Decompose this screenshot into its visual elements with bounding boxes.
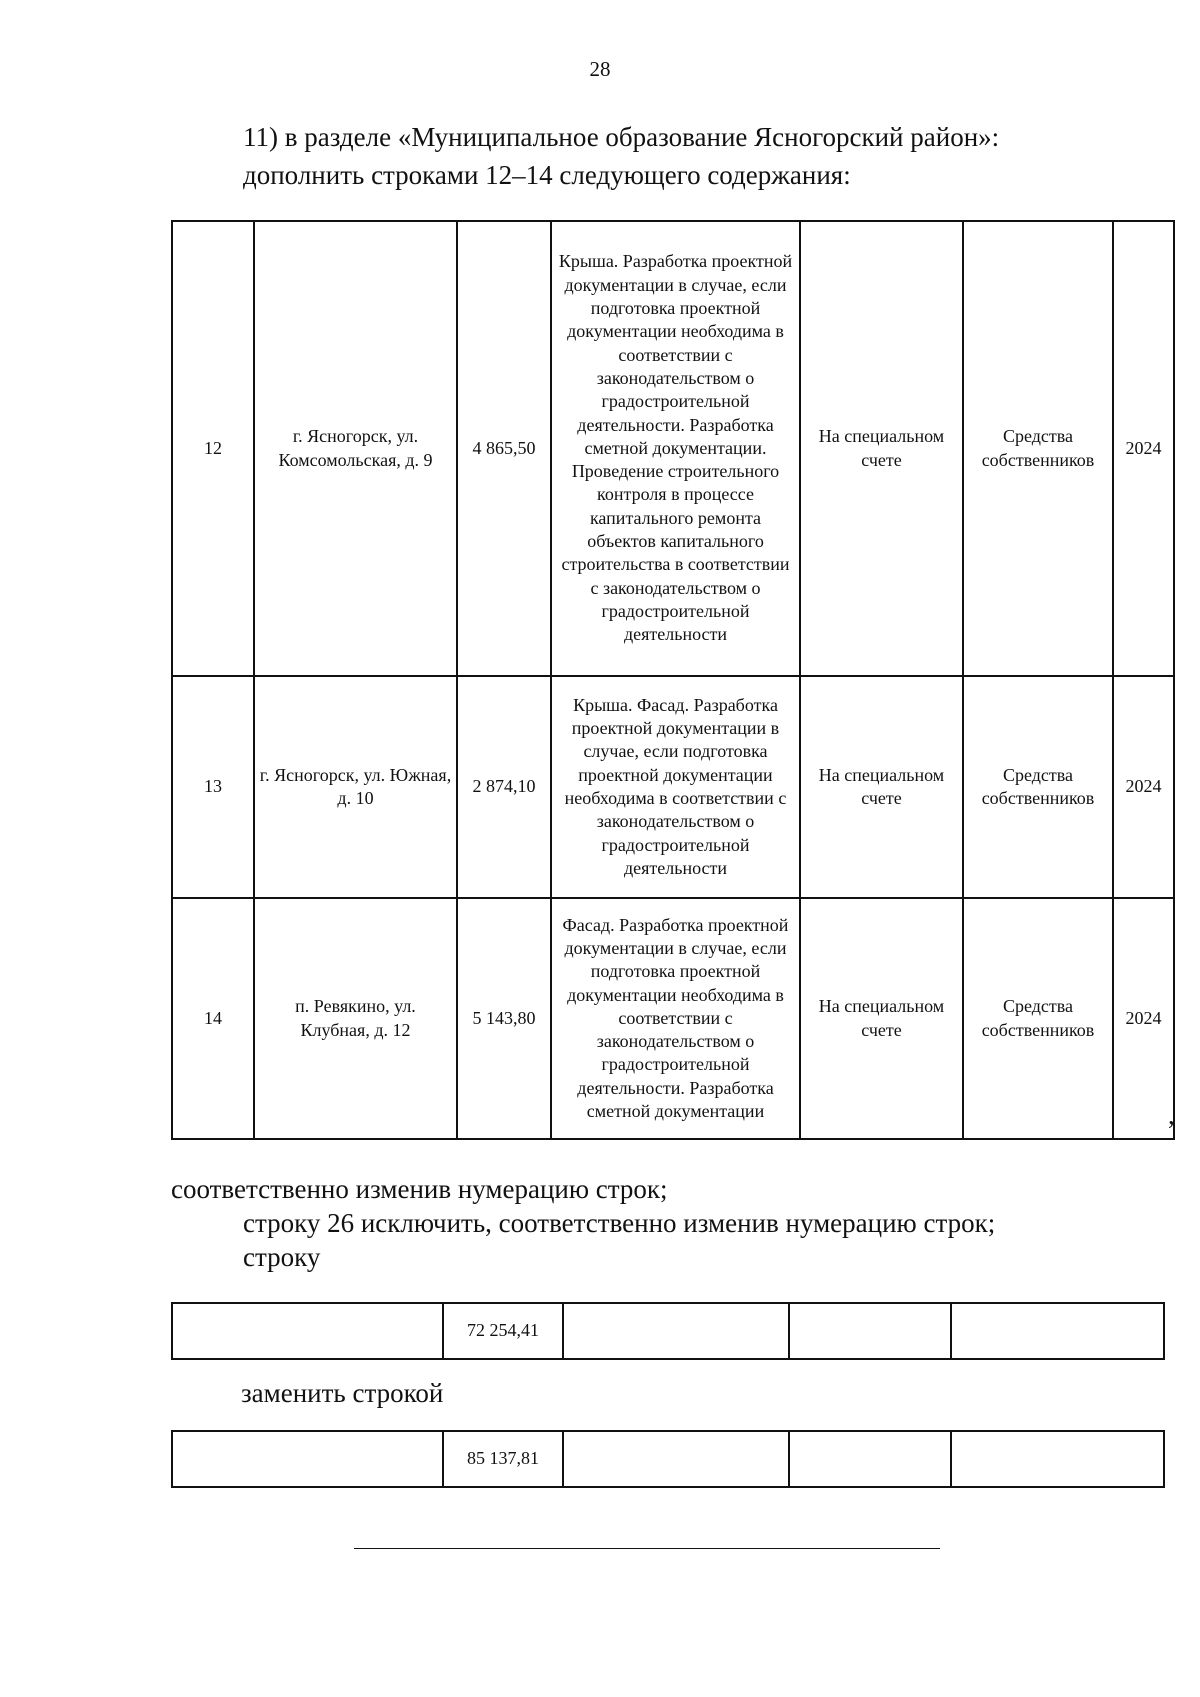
address-cell: г. Ясногорск, ул. Комсомольская, д. 9 [254,221,457,676]
replace-text: заменить строкой [241,1378,444,1408]
year-cell: 2024 [1113,898,1174,1139]
empty-cell [172,1303,443,1359]
row-number: 14 [172,898,254,1139]
table-row [172,1303,1164,1359]
table-row [172,898,1174,1139]
table-trailing-comma: , [1168,1100,1175,1130]
old-total-row-table [171,1302,1165,1360]
amount-cell: 2 874,10 [457,676,551,898]
empty-cell [563,1303,789,1359]
row-number: 13 [172,676,254,898]
table-row [172,676,1174,898]
empty-cell [789,1431,951,1487]
additions-table [171,220,1175,1140]
table-row [172,221,1174,676]
address-cell: г. Ясногорск, ул. Южная, д. 10 [254,676,457,898]
empty-cell [789,1303,951,1359]
account-cell: На специальном счете [800,676,963,898]
empty-cell [951,1303,1164,1359]
work-description-cell: Фасад. Разработка проектной документации в случае, если подготовка проектной документации необходима в соответствии с законодательством о градостроительной деятельности. Разработка сметной документации [551,898,800,1139]
intro-paragraph [243,118,999,194]
work-description-cell: Крыша. Фасад. Разработка проектной документации в случае, если подготовка проектной документации необходима в соответствии с законодательством о градостроительной деятельности [551,676,800,898]
end-separator-line [354,1548,940,1549]
intro-line-2: дополнить строками 12–14 следующего содержания: [243,160,851,190]
funding-source-cell: Средства собственников [963,221,1113,676]
new-total-row-table [171,1430,1165,1488]
amount-cell: 4 865,50 [457,221,551,676]
account-cell: На специальном счете [800,898,963,1139]
address-cell: п. Ревякино, ул. Клубная, д. 12 [254,898,457,1139]
work-description-cell: Крыша. Разработка проектной документации в случае, если подготовка проектной документации необходима в соответствии с законодательством о градостроительной деятельности. Разработка сметной документации. Проведение строительного контроля в процессе капитального ремонта объектов капитального строительства в соответствии с законодательством о градостроительной деятельности [551,221,800,676]
total-amount-cell: 85 137,81 [443,1431,563,1487]
year-cell: 2024 [1113,221,1174,676]
account-cell: На специальном счете [800,221,963,676]
renumber-text: соответственно изменив нумерацию строк; [171,1174,668,1204]
amount-cell: 5 143,80 [457,898,551,1139]
empty-cell [563,1431,789,1487]
intro-line-1: 11) в разделе «Муниципальное образование Ясногорский район»: [243,122,1000,152]
empty-cell [951,1431,1164,1487]
year-cell: 2024 [1113,676,1174,898]
total-amount-cell: 72 254,41 [443,1303,563,1359]
empty-cell [172,1431,443,1487]
exclude-row-text: строку 26 исключить, соответственно изменив нумерацию строк; [243,1208,996,1238]
table-row [172,1431,1164,1487]
row-number: 12 [172,221,254,676]
row-label-text: строку [243,1242,321,1272]
funding-source-cell: Средства собственников [963,676,1113,898]
page-number: 28 [589,57,611,81]
funding-source-cell: Средства собственников [963,898,1113,1139]
